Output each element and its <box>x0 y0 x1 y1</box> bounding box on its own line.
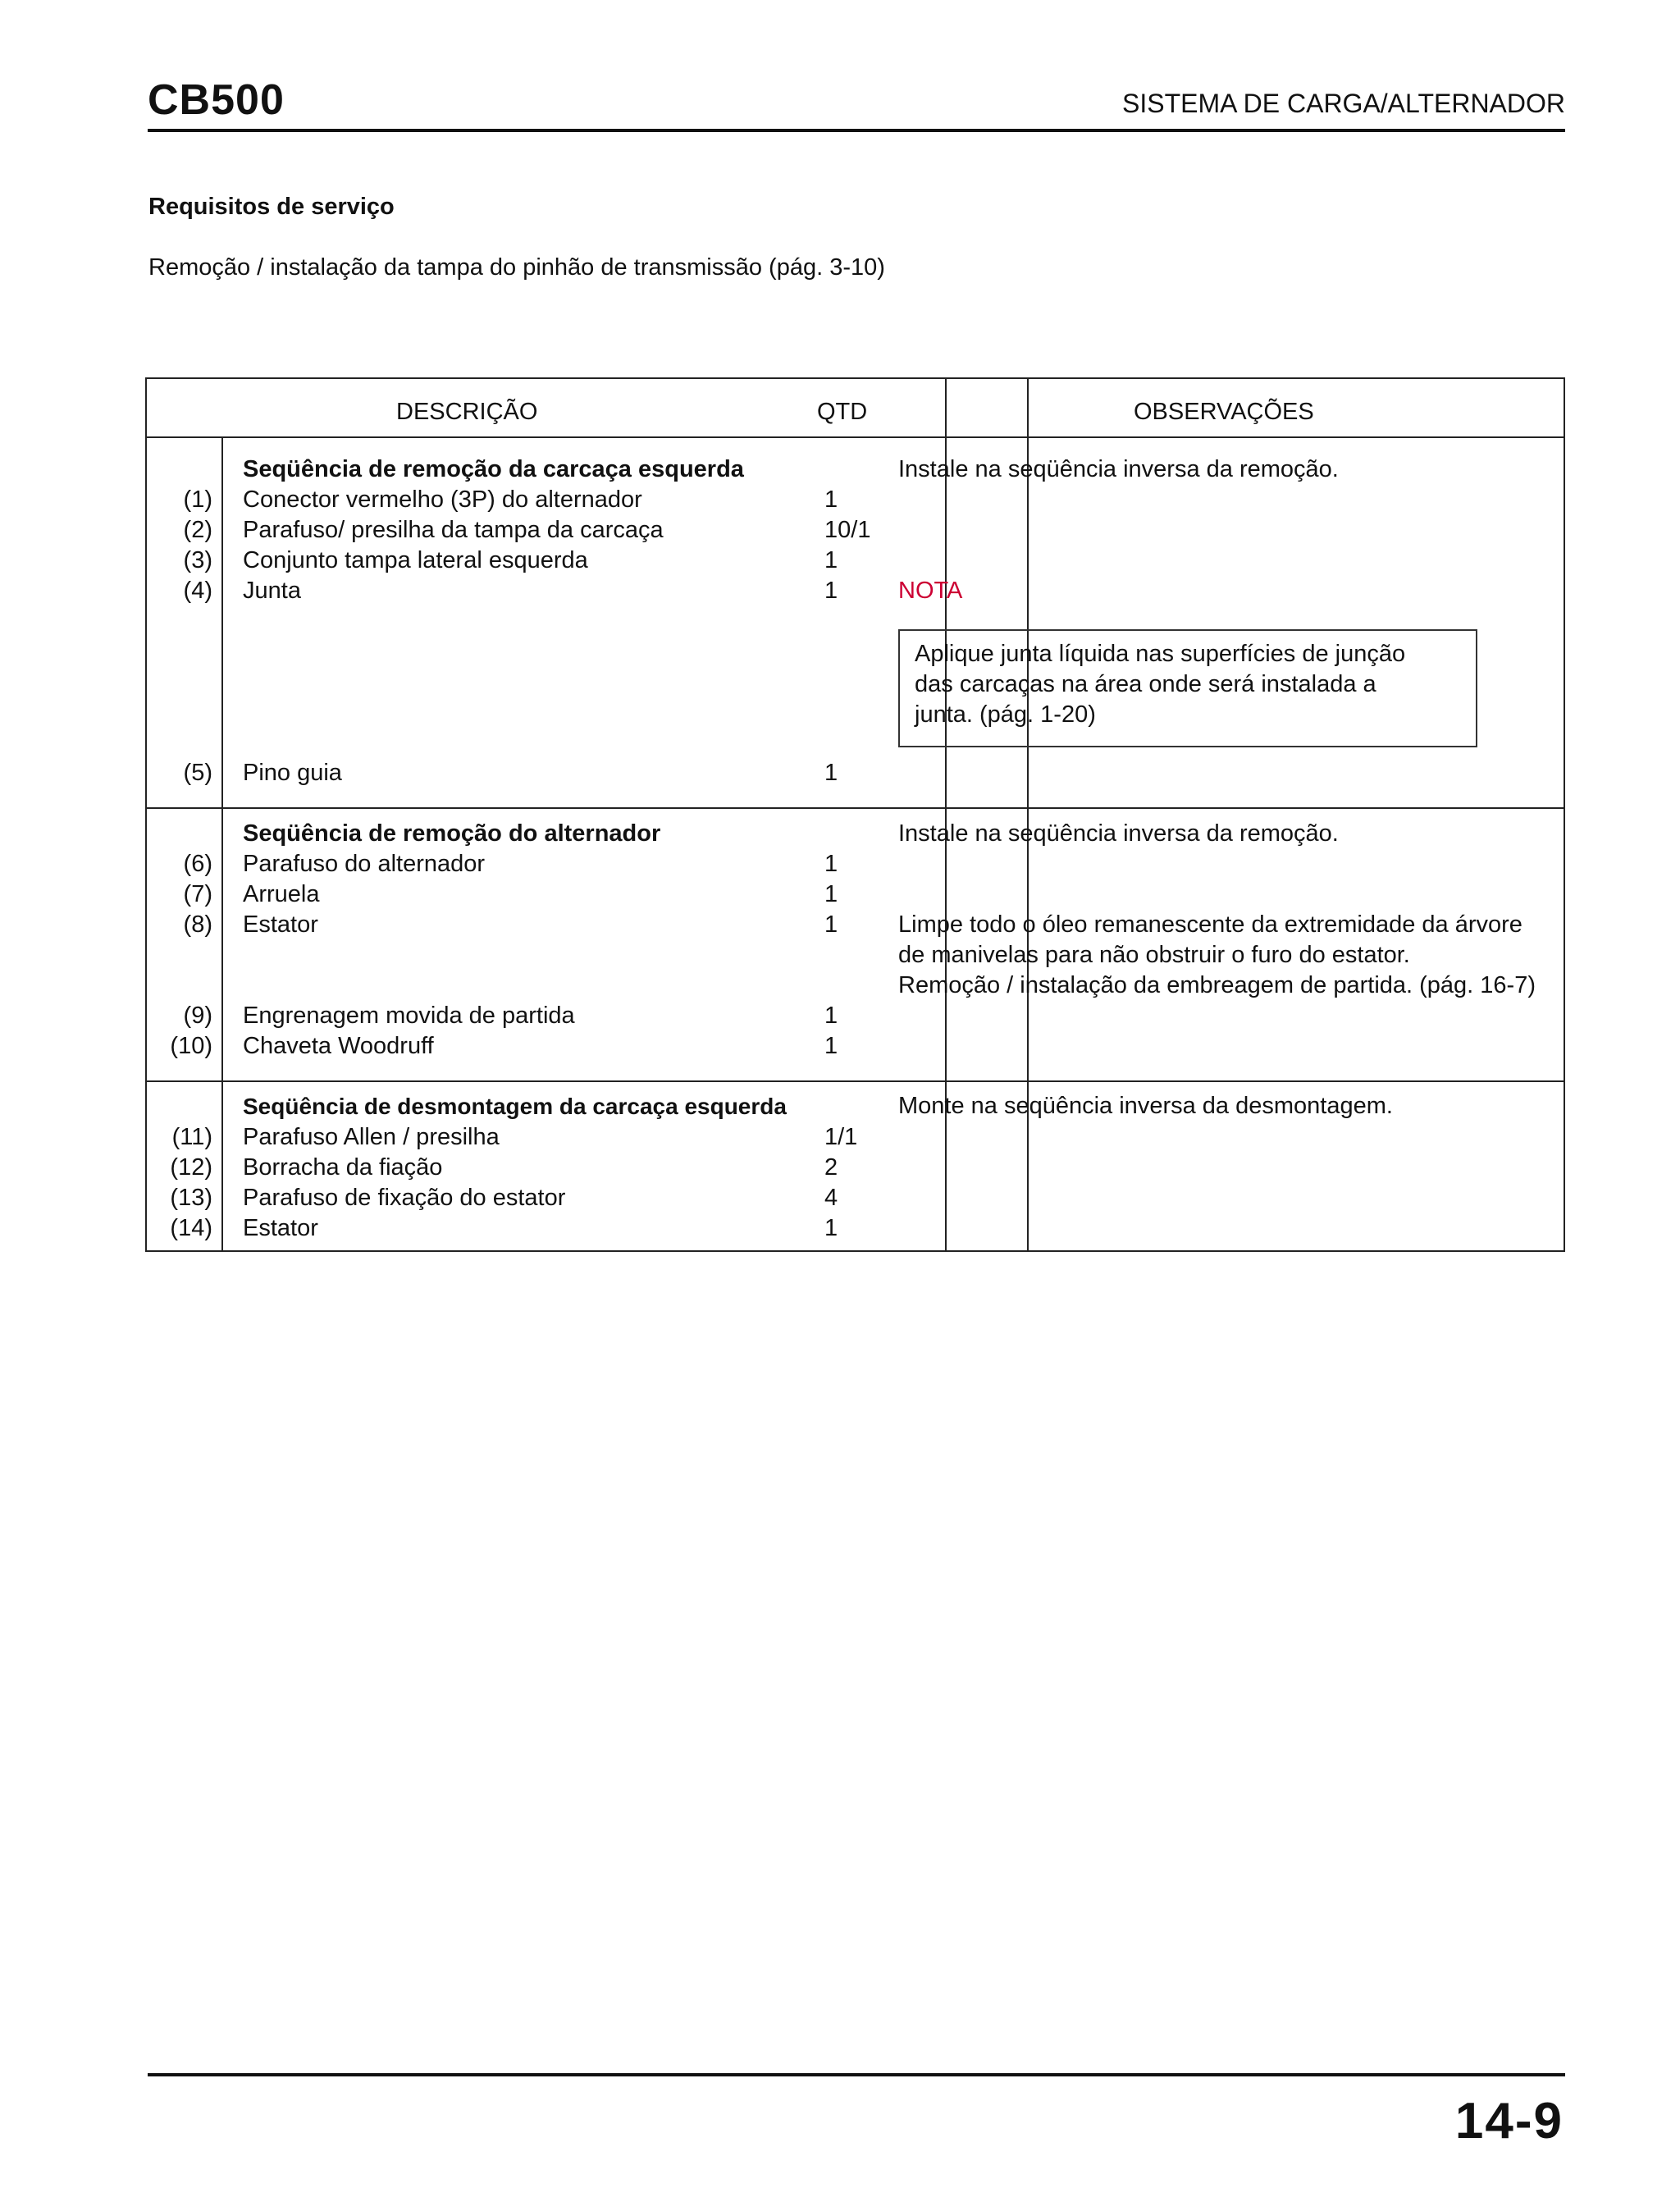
requirements-title: Requisitos de serviço <box>148 194 395 220</box>
item-description: Conector vermelho (3P) do alternador <box>243 486 642 513</box>
item-description: Arruela <box>243 881 320 907</box>
item-description: Engrenagem movida de partida <box>243 1003 575 1029</box>
nota-box <box>898 629 1477 747</box>
item-description: Estator <box>243 911 318 938</box>
header-section-title: SISTEMA DE CARGA/ALTERNADOR <box>1122 89 1565 118</box>
item-qty: 1 <box>824 1215 838 1241</box>
item-number: (9) <box>183 1003 212 1029</box>
requirements-item: Remoção / instalação da tampa do pinhão de transmissão (pág. 3-10) <box>148 254 885 281</box>
item-qty: 1 <box>824 851 838 877</box>
nota-box-line: Aplique junta líquida nas superfícies de junção <box>915 641 1406 667</box>
item-number: (14) <box>170 1215 212 1241</box>
item-qty: 1 <box>824 547 838 573</box>
nota-box-line: junta. (pág. 1-20) <box>915 701 1096 728</box>
item-qty: 1 <box>824 760 838 786</box>
item-description: Parafuso do alternador <box>243 851 486 877</box>
item-number: (13) <box>170 1185 212 1211</box>
item-description: Parafuso Allen / presilha <box>243 1124 500 1150</box>
item-number: (8) <box>183 911 212 938</box>
item-qty: 1 <box>824 578 838 604</box>
item-qty: 1 <box>824 911 838 938</box>
item-number: (1) <box>183 486 212 513</box>
section-title: Seqüência de remoção da carcaça esquerda <box>243 456 744 482</box>
section-title: Seqüência de desmontagem da carcaça esquerda <box>243 1094 787 1119</box>
item-number: (11) <box>171 1124 212 1150</box>
item-description: Borracha da fiação <box>243 1154 443 1181</box>
header-model: CB500 <box>148 76 285 124</box>
header-description: DESCRIÇÃO <box>396 399 538 425</box>
header-qty: QTD <box>817 399 868 425</box>
item-description: Parafuso/ presilha da tampa da carcaça <box>243 517 664 543</box>
item-number: (7) <box>183 881 212 907</box>
section-divider <box>147 1080 1564 1082</box>
item-qty: 1/1 <box>824 1124 858 1150</box>
column-divider <box>221 436 223 1250</box>
item-number: (2) <box>183 517 212 543</box>
observation-text: Monte na seqüência inversa da desmontagem. <box>898 1093 1393 1119</box>
nota-box-line: das carcaças na área onde será instalada a <box>915 671 1376 697</box>
item-number: (3) <box>183 547 212 573</box>
item-qty: 1 <box>824 1033 838 1059</box>
observation-text: Limpe todo o óleo remanescente da extremidade da árvore <box>898 911 1522 938</box>
item-qty: 2 <box>824 1154 838 1181</box>
item-description: Estator <box>243 1215 318 1241</box>
item-qty: 10/1 <box>824 517 871 543</box>
item-number: (5) <box>183 760 212 786</box>
item-description: Pino guia <box>243 760 342 786</box>
header-notes: OBSERVAÇÕES <box>1134 399 1314 425</box>
section-divider <box>147 807 1564 809</box>
service-table <box>145 377 1565 1252</box>
section-title: Seqüência de remoção do alternador <box>243 820 661 847</box>
table-header-divider <box>147 436 1564 438</box>
item-description: Parafuso de fixação do estator <box>243 1185 566 1211</box>
item-qty: 1 <box>824 486 838 513</box>
page-number: 14-9 <box>1454 2093 1564 2149</box>
item-number: (12) <box>170 1154 212 1181</box>
footer-divider <box>148 2073 1565 2076</box>
item-number: (10) <box>170 1033 212 1059</box>
observation-text: Instale na seqüência inversa da remoção. <box>898 456 1339 482</box>
nota-label: NOTA <box>898 578 963 604</box>
item-description: Conjunto tampa lateral esquerda <box>243 547 588 573</box>
observation-text: de manivelas para não obstruir o furo do estator. <box>898 942 1410 968</box>
item-number: (6) <box>183 851 212 877</box>
observation-text: Instale na seqüência inversa da remoção. <box>898 820 1339 847</box>
item-description: Chaveta Woodruff <box>243 1033 434 1059</box>
item-qty: 1 <box>824 881 838 907</box>
item-description: Junta <box>243 578 301 604</box>
item-number: (4) <box>183 578 212 604</box>
item-qty: 4 <box>824 1185 838 1211</box>
header-divider <box>148 129 1565 132</box>
observation-text: Remoção / instalação da embreagem de partida. (pág. 16-7) <box>898 972 1536 998</box>
item-qty: 1 <box>824 1003 838 1029</box>
